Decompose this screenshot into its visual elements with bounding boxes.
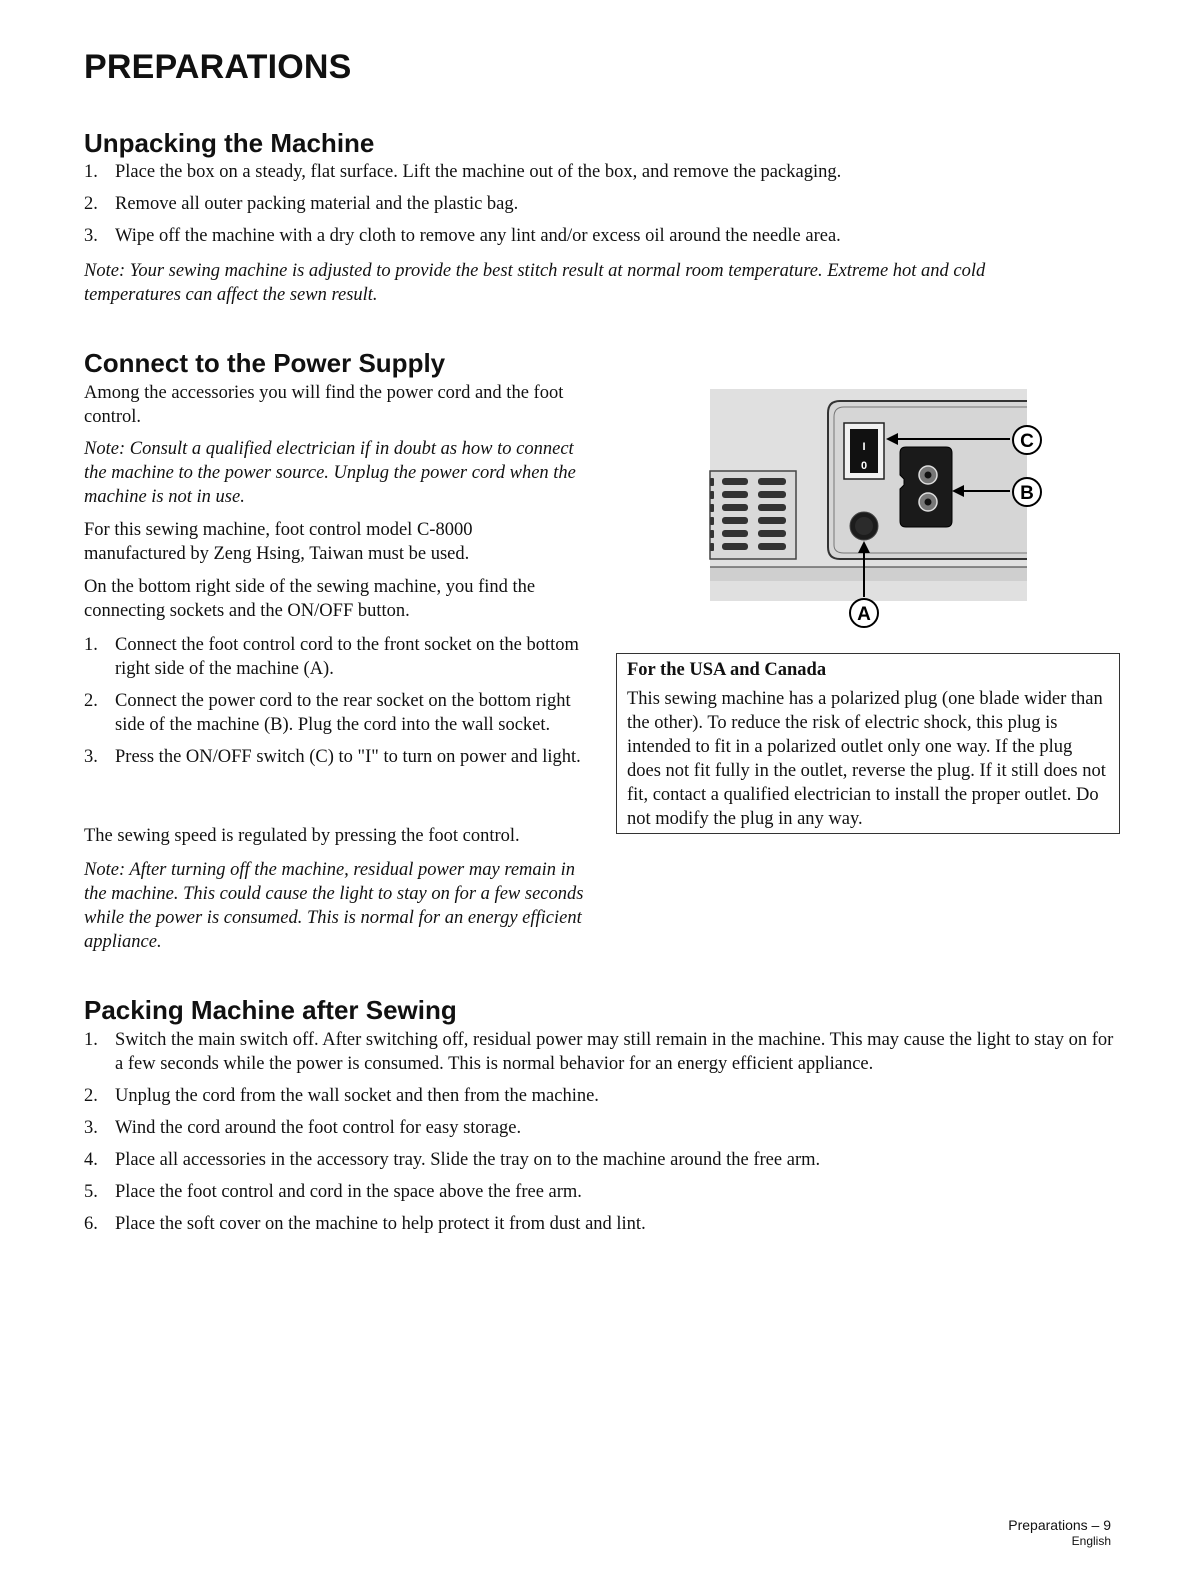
label-a: A bbox=[857, 604, 871, 625]
power-socket-diagram bbox=[700, 385, 1060, 630]
power-note-residual: Note: After turning off the machine, residual power may remain in the machine. This could cause the light to stay on for a few seconds while the power is consumed. This is normal for an energy efficient appliance. bbox=[84, 860, 584, 952]
footer-page-label: Preparations – 9 bbox=[1008, 1517, 1111, 1533]
power-cord-socket bbox=[900, 447, 952, 527]
packing-heading: Packing Machine after Sewing bbox=[84, 995, 457, 1025]
unpacking-note: Note: Your sewing machine is adjusted to provide the best stitch result at normal room temperature. Extreme hot and cold temperatures can affect the sewn result. bbox=[84, 261, 986, 305]
list-item: 5. Place the foot control and cord in the space above the free arm. bbox=[84, 1182, 582, 1202]
unpacking-steps bbox=[84, 160, 1114, 256]
usa-canada-body: This sewing machine has a polarized plug (one blade wider than the other). To reduce the risk of electric shock, this plug is intended to fit in a polarized outlet only one way. If the plug does not fit fully in the outlet, reverse the plug. If it still does not fit, contact a qualified electrician to install the proper outlet. Do not modify the plug in any way. bbox=[627, 689, 1106, 829]
list-item: 4. Place all accessories in the accessory tray. Slide the tray on to the machine around the free arm. bbox=[84, 1150, 821, 1170]
list-item: 2. Connect the power cord to the rear socket on the bottom right side of the machine (B). Plug the cord into the wall socket. bbox=[84, 691, 571, 735]
list-item: 6. Place the soft cover on the machine to help protect it from dust and lint. bbox=[84, 1214, 646, 1234]
power-heading: Connect to the Power Supply bbox=[84, 348, 446, 378]
label-c: C bbox=[1020, 431, 1034, 452]
page-title: PREPARATIONS bbox=[84, 48, 352, 86]
label-b: B bbox=[1020, 483, 1034, 504]
packing-steps bbox=[84, 1028, 1114, 1244]
footer-language: English bbox=[1071, 1534, 1111, 1548]
foot-control-socket bbox=[850, 512, 878, 540]
sockets-description: On the bottom right side of the sewing machine, you find the connecting sockets and the ON/OFF button. bbox=[84, 577, 536, 621]
usa-canada-notice-box bbox=[616, 653, 1120, 834]
list-item: 2. Remove all outer packing material and the plastic bag. bbox=[84, 194, 519, 214]
switch-on-symbol: I bbox=[862, 441, 866, 453]
switch-off-symbol: 0 bbox=[860, 460, 868, 472]
on-off-switch bbox=[844, 423, 884, 479]
power-note-electrician: Note: Consult a qualified electrician if in doubt as how to connect the machine to the power source. Unplug the power cord when the machine is not in use. bbox=[84, 439, 576, 507]
list-item: 3. Press the ON/OFF switch (C) to "I" to turn on power and light. bbox=[84, 747, 581, 767]
page-footer bbox=[1008, 1517, 1111, 1549]
unpacking-heading: Unpacking the Machine bbox=[84, 128, 375, 158]
usa-canada-title: For the USA and Canada bbox=[627, 660, 827, 680]
vent-grille bbox=[710, 471, 796, 559]
foot-control-model: For this sewing machine, foot control model C-8000 manufactured by Zeng Hsing, Taiwan must be used. bbox=[84, 520, 473, 564]
list-item: 3. Wipe off the machine with a dry cloth to remove any lint and/or excess oil around the needle area. bbox=[84, 226, 841, 246]
panel-base-strip bbox=[710, 567, 1027, 581]
power-steps bbox=[84, 633, 584, 777]
list-item: 3. Wind the cord around the foot control for easy storage. bbox=[84, 1118, 522, 1138]
list-item: 1. Connect the foot control cord to the front socket on the bottom right side of the machine (A). bbox=[84, 635, 579, 679]
sewing-speed-text: The sewing speed is regulated by pressing the foot control. bbox=[84, 826, 520, 846]
power-intro: Among the accessories you will find the power cord and the foot control. bbox=[84, 383, 564, 427]
list-item: 1. Place the box on a steady, flat surface. Lift the machine out of the box, and remove the packaging. bbox=[84, 162, 842, 182]
list-item: 2. Unplug the cord from the wall socket and then from the machine. bbox=[84, 1086, 599, 1106]
list-item: 1. Switch the main switch off. After switching off, residual power may still remain in the machine. This may cause the light to stay on for a few seconds while the power is consumed. This is normal behavior for an energy efficient appliance. bbox=[84, 1030, 1114, 1074]
